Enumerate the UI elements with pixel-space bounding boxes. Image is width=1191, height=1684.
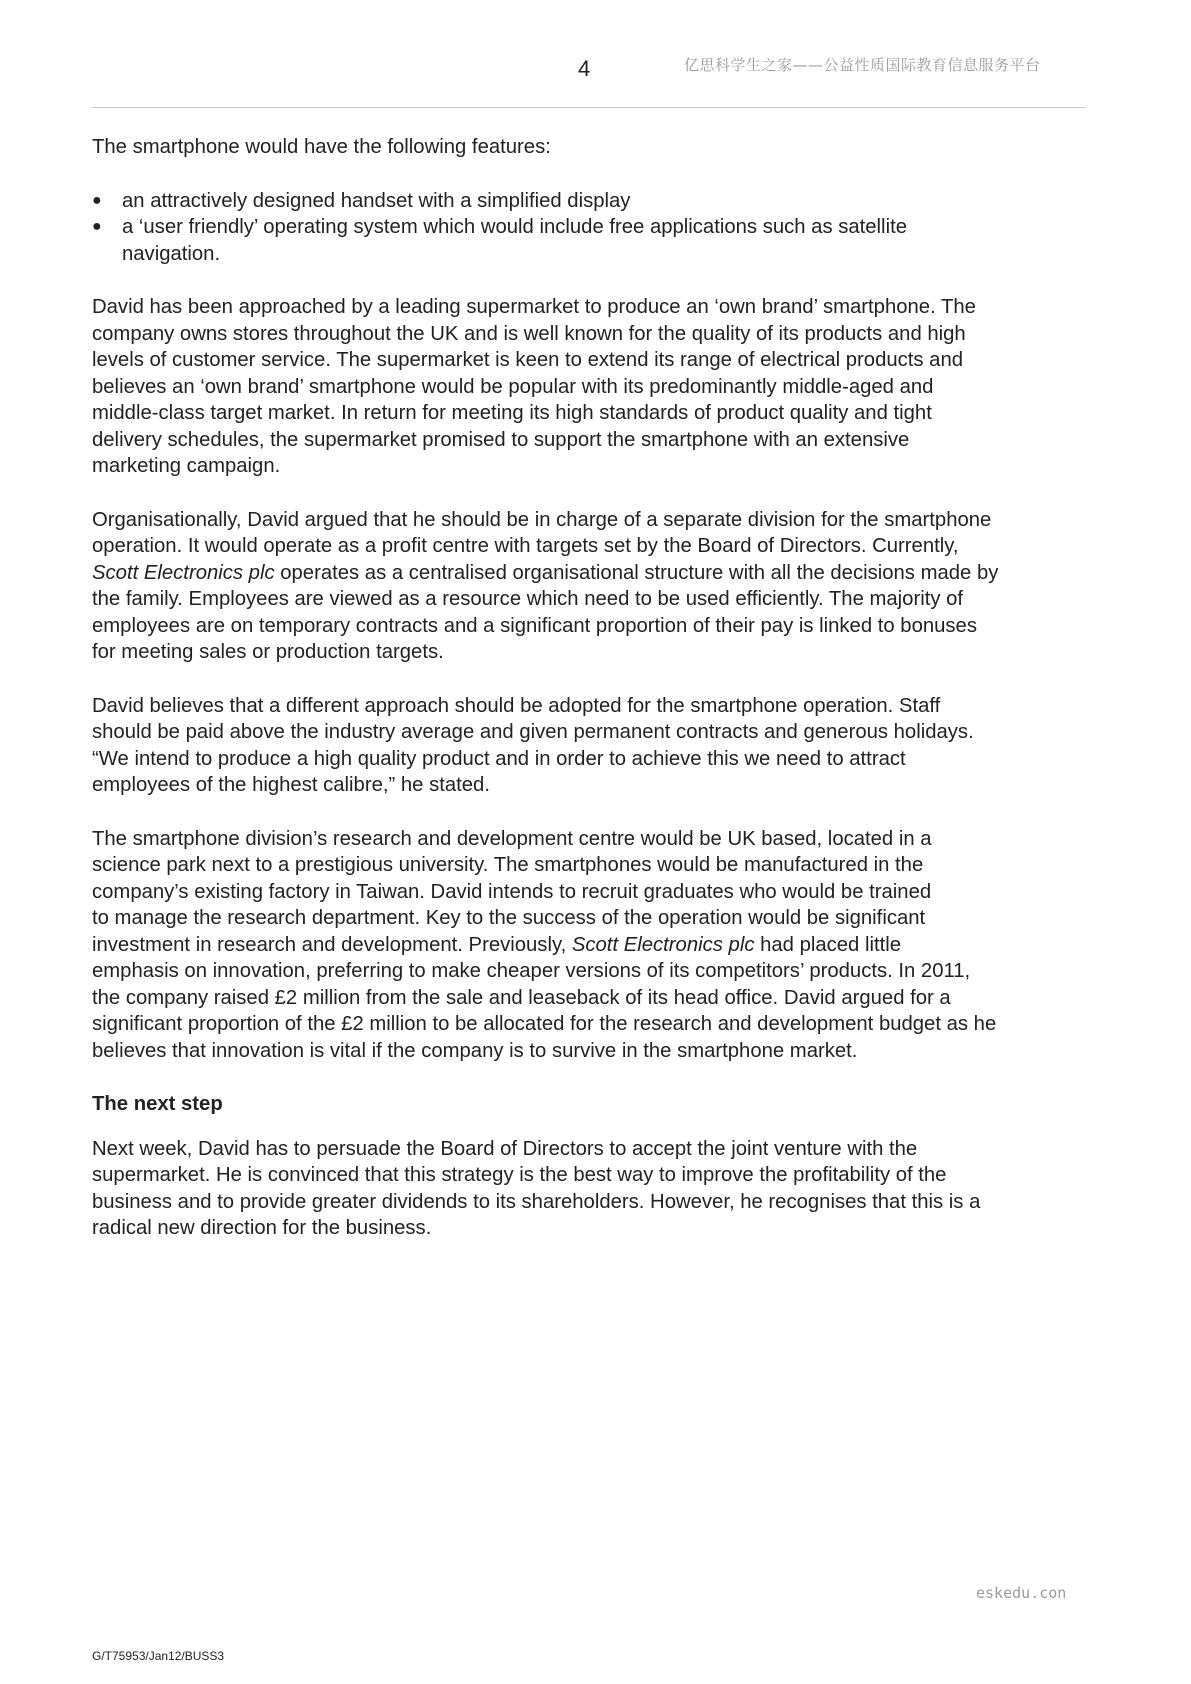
feature-list	[92, 188, 1092, 268]
paragraph-line: believes that innovation is vital if the company is to survive in the smartphone market.	[92, 1039, 858, 1062]
paragraph-line: supermarket. He is convinced that this strategy is the best way to improve the profitability of the	[92, 1164, 947, 1186]
paragraph-line: employees of the highest calibre,” he stated.	[92, 774, 490, 796]
list-item-line: an attractively designed handset with a simplified display	[122, 189, 631, 212]
paragraph-line: Next week, David has to persuade the Board of Directors to accept the joint venture with the	[92, 1137, 918, 1160]
paragraph-line-italic-mid: investment in research and development. Previously, Scott Electronics plc had placed little	[92, 933, 902, 956]
paragraph-line: company owns stores throughout the UK and is well known for the quality of its products and high	[92, 322, 966, 345]
paragraph-supermarket	[92, 294, 1092, 480]
section-heading: The next step	[92, 1093, 223, 1115]
paragraph-line: company’s existing factory in Taiwan. David intends to recruit graduates who would be trained	[92, 880, 932, 903]
document-code: G/T75953/Jan12/BUSS3	[92, 1649, 225, 1663]
paragraph-line: operation. It would operate as a profit centre with targets set by the Board of Directors. Currently,	[92, 535, 959, 557]
paragraph-line: emphasis on innovation, preferring to make cheaper versions of its competitors’ products. In 2011,	[92, 960, 971, 982]
paragraph-line: marketing campaign.	[92, 455, 281, 477]
intro-text: The smartphone would have the following features:	[92, 136, 551, 158]
header-watermark: 亿思科学生之家——公益性质国际教育信息服务平台	[684, 56, 1041, 74]
paragraph-line: believes an ‘own brand’ smartphone would be popular with its predominantly middle-aged and	[92, 375, 934, 398]
paragraph-line: significant proportion of the £2 million to be allocated for the research and development budget as he	[92, 1013, 997, 1035]
company-name: Scott Electronics plc	[571, 933, 755, 956]
company-name: Scott Electronics plc	[92, 561, 275, 584]
paragraph-next-step	[92, 1136, 1092, 1242]
paragraph-line: science park next to a prestigious university. The smartphones would be manufactured in the	[92, 854, 924, 876]
paragraph-line: to manage the research department. Key to the success of the operation would be significant	[92, 907, 926, 929]
list-item-line: navigation.	[122, 242, 221, 265]
paragraph-line: The smartphone division’s research and development centre would be UK based, located in a	[92, 827, 932, 850]
page-number: 4	[578, 56, 591, 81]
document-body	[92, 134, 1092, 1269]
paragraph-line: the family. Employees are viewed as a resource which need to be used efficiently. The majority of	[92, 588, 964, 610]
paragraph-approach	[92, 693, 1092, 799]
paragraph-line: middle-class target market. In return for meeting its high standards of product quality and tight	[92, 402, 932, 424]
paragraph-line: levels of customer service. The supermarket is keen to extend its range of electrical products and	[92, 349, 964, 371]
bullet-icon: ●	[92, 191, 102, 209]
paragraph-line: delivery schedules, the supermarket promised to support the smartphone with an extensive	[92, 428, 910, 451]
paragraph-line: employees are on temporary contracts and a significant proportion of their pay is linked to bonuses	[92, 614, 977, 637]
paragraph-line-italic-lead: Scott Electronics plc operates as a centralised organisational structure with all the decisions made by	[92, 561, 999, 584]
paragraph-research	[92, 826, 1092, 1065]
paragraph-line: David believes that a different approach should be adopted for the smartphone operation. Staff	[92, 694, 941, 717]
paragraph-line: “We intend to produce a high quality product and in order to achieve this we need to attract	[92, 747, 906, 770]
bullet-icon: ●	[92, 218, 102, 235]
footer-watermark: eskedu.con	[976, 1584, 1067, 1602]
paragraph-line: business and to provide greater dividends to its shareholders. However, he recognises that this is a	[92, 1190, 981, 1213]
paragraph-line: radical new direction for the business.	[92, 1217, 432, 1239]
paragraph-organisation	[92, 507, 1092, 666]
list-item	[92, 214, 1092, 267]
paragraph-line: should be paid above the industry average and given permanent contracts and generous holidays.	[92, 721, 974, 743]
paragraph-line: for meeting sales or production targets.	[92, 641, 444, 663]
paragraph-line: Organisationally, David argued that he should be in charge of a separate division for the smartphone	[92, 508, 992, 531]
list-item	[92, 188, 1092, 215]
header-rule	[92, 107, 1086, 108]
paragraph-line: the company raised £2 million from the sale and leaseback of its head office. David argued for a	[92, 986, 951, 1009]
list-item-line: a ‘user friendly’ operating system which would include free applications such as satellite	[122, 216, 907, 238]
paragraph-line: David has been approached by a leading supermarket to produce an ‘own brand’ smartphone. The	[92, 296, 976, 318]
